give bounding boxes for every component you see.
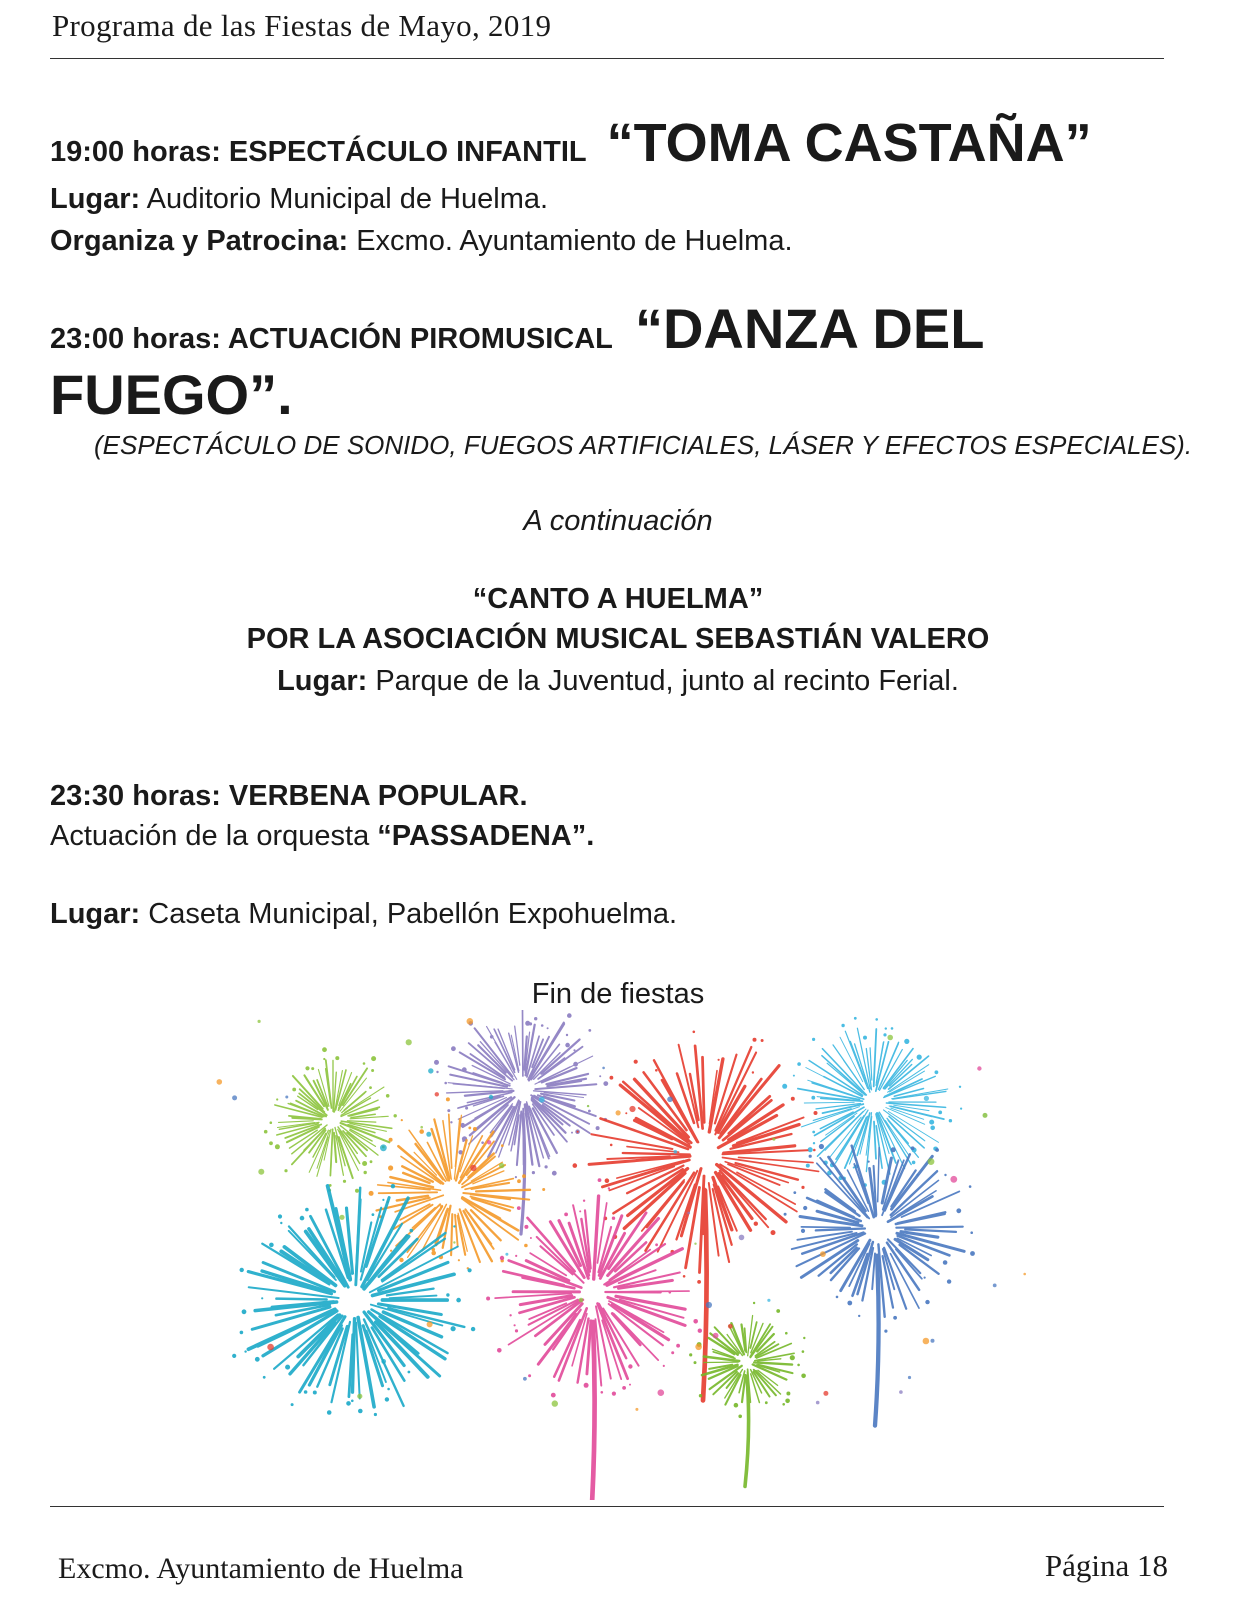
event2-time: 23:00 horas: ACTUACIÓN PIROMUSICAL — [50, 323, 613, 355]
confetti-dot — [467, 1018, 474, 1025]
confetti-dot — [993, 1284, 997, 1288]
event1-place — [50, 183, 548, 216]
confetti-dot — [629, 1106, 635, 1112]
footer-organization: Excmo. Ayuntamiento de Huelma — [58, 1552, 464, 1585]
confetti-dot — [579, 1298, 584, 1303]
event1-time: 19:00 horas: ESPECTÁCULO INFANTIL — [50, 136, 587, 168]
canto-title: “CANTO A HUELMA” — [472, 583, 764, 615]
confetti-dot — [694, 1243, 696, 1245]
firework-burst-orange — [369, 1097, 546, 1269]
confetti-dot — [635, 1408, 638, 1411]
confetti-dot — [713, 1333, 719, 1339]
confetti-dot — [453, 1241, 455, 1243]
event1-title: “TOMA CASTAÑA” — [606, 113, 1092, 173]
confetti-dot — [908, 1376, 911, 1379]
event3-place-label: Lugar: — [50, 898, 141, 930]
confetti-dot — [420, 1126, 423, 1129]
confetti-dot — [820, 1251, 826, 1257]
confetti-dot — [923, 1338, 930, 1345]
confetti-dot — [706, 1302, 712, 1308]
confetti-dot — [977, 1066, 981, 1070]
event3-band: “PASSADENA”. — [377, 820, 595, 852]
fireworks-illustration — [205, 1010, 1035, 1500]
confetti-dot — [426, 1132, 431, 1137]
confetti-dot — [823, 1391, 828, 1396]
event3-place-value: Caseta Municipal, Pabellón Expohuelma. — [140, 898, 678, 930]
page-header-title: Programa de las Fiestas de Mayo, 2019 — [52, 8, 552, 43]
firework-burst-blue — [784, 1144, 975, 1426]
event2-heading — [50, 296, 984, 361]
confetti-dot — [552, 1400, 558, 1406]
confetti-dot — [924, 1096, 929, 1101]
fireworks-image — [205, 1010, 1035, 1500]
confetti-dot — [339, 1215, 344, 1220]
confetti-dot — [267, 1344, 274, 1351]
confetti-dot — [983, 1113, 988, 1118]
event2-subtitle: (ESPECTÁCULO DE SONIDO, FUEGOS ARTIFICIALES, LÁSER Y EFECTOS ESPECIALES). — [94, 430, 1193, 460]
confetti-dot — [739, 1235, 745, 1241]
confetti-dot — [505, 1253, 508, 1256]
confetti-dot — [674, 1150, 678, 1154]
firework-burst-green — [264, 1047, 397, 1193]
event2-title-line1: “DANZA DEL — [634, 297, 985, 360]
event2-place-label: Lugar: — [277, 665, 368, 697]
footer-rule — [50, 1506, 1164, 1507]
confetti-dot — [487, 1140, 491, 1144]
confetti-dot — [381, 1359, 386, 1364]
closing-text: Fin de fiestas — [531, 978, 705, 1010]
event2-place — [0, 665, 1236, 698]
event1-place-label: Lugar: — [50, 183, 141, 215]
event1-org-value: Excmo. Ayuntamiento de Huelma. — [348, 225, 793, 257]
confetti-dot — [232, 1095, 237, 1100]
page-number: Página 18 — [1044, 1548, 1168, 1583]
confetti-dot — [258, 1020, 261, 1023]
confetti-dot — [587, 1105, 589, 1107]
confetti-dot — [435, 1092, 439, 1096]
confetti-dot — [523, 1377, 527, 1381]
confetti-dot — [285, 1096, 288, 1099]
confetti-dot — [539, 1097, 545, 1103]
event3-time: 23:30 horas: VERBENA POPULAR. — [50, 780, 528, 812]
confetti-dot — [658, 1389, 665, 1396]
event2-place-value: Parque de la Juventud, junto al recinto Ferial. — [367, 665, 959, 697]
confetti-dot — [217, 1079, 223, 1085]
confetti-dot — [687, 1212, 690, 1215]
confetti-dot — [499, 1163, 504, 1168]
confetti-dot — [380, 1144, 387, 1151]
confetti-dot — [767, 1299, 770, 1302]
confetti-dot — [667, 1097, 673, 1103]
confetti-dot — [887, 1035, 893, 1041]
event1-org-label: Organiza y Patrocina: — [50, 225, 349, 257]
confetti-dot — [1023, 1273, 1026, 1276]
confetti-dot — [440, 1205, 443, 1208]
confetti-dot — [428, 1068, 433, 1073]
confetti-dot — [427, 1321, 433, 1327]
confetti-dot — [616, 1110, 621, 1115]
confetti-dot — [950, 1176, 957, 1183]
confetti-dot — [258, 1169, 264, 1175]
event3-place — [50, 898, 677, 931]
event1-place-value: Auditorio Municipal de Huelma. — [140, 183, 549, 215]
confetti-dot — [406, 1039, 412, 1045]
confetti-dot — [602, 1067, 605, 1070]
confetti-dot — [772, 1138, 775, 1141]
confetti-dot — [470, 1165, 476, 1171]
confetti-dot — [695, 1344, 702, 1351]
confetti-dot — [489, 1095, 493, 1099]
event1-organizer — [50, 225, 793, 258]
confetti-dot — [728, 1324, 733, 1329]
continuation-text: A continuación — [523, 505, 713, 537]
confetti-dot — [816, 1401, 820, 1405]
confetti-dot — [899, 1390, 903, 1394]
event3-act-text: Actuación de la orquesta — [50, 820, 378, 852]
confetti-dot — [928, 1158, 935, 1165]
canto-by: POR LA ASOCIACIÓN MUSICAL SEBASTIÁN VALERO — [246, 623, 990, 655]
confetti-dot — [931, 1339, 935, 1343]
event2-title-line2: FUEGO”. — [50, 363, 293, 426]
event3-act — [50, 820, 594, 853]
firework-burst-skyblue — [782, 1017, 962, 1187]
event1-heading — [50, 112, 1092, 174]
header-rule — [50, 58, 1164, 59]
confetti-dot — [357, 1394, 362, 1399]
